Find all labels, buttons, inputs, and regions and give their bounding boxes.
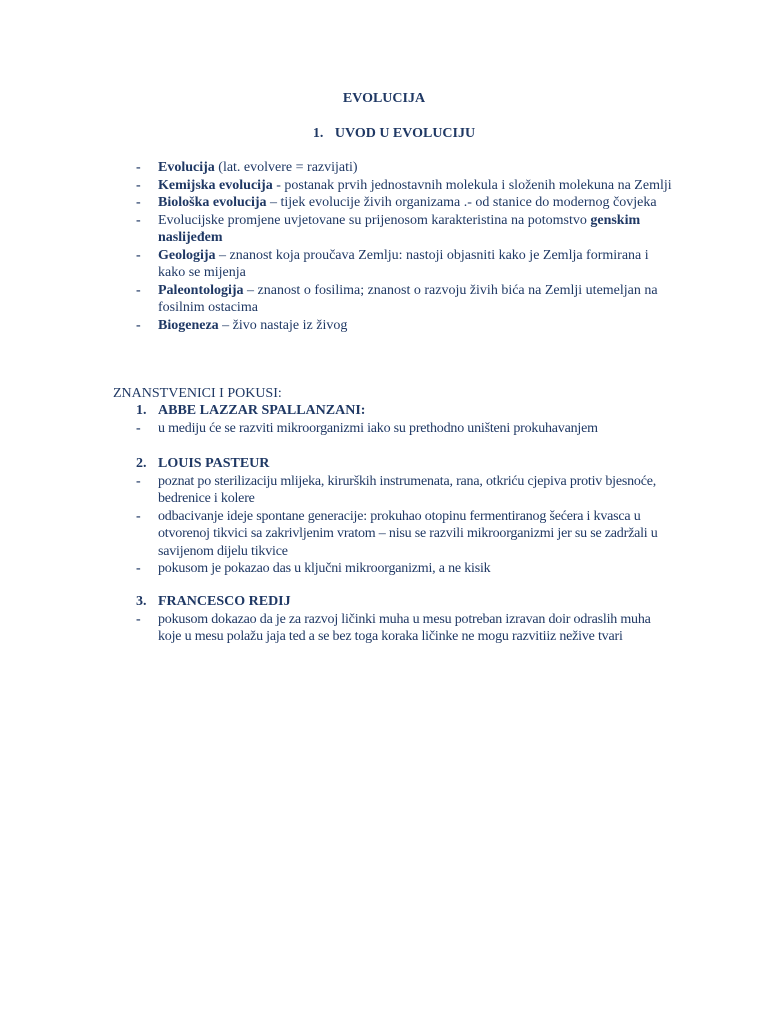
list-item [136, 194, 676, 212]
chapter-heading [10, 125, 768, 143]
point-text: u mediju će se razviti mikroorganizmi iako su prethodno uništeni prokuhavanjem [158, 420, 598, 436]
scientist-heading [136, 455, 676, 473]
term: Biogeneza [158, 317, 219, 333]
list-item [136, 159, 676, 177]
scientist-number: 2. [136, 456, 147, 471]
bullet-dash: - [136, 247, 141, 263]
scientist-heading [136, 402, 676, 420]
scientist-section [136, 593, 676, 646]
definition: – znanost o fosilima; znanost o razvoju živih bića na Zemlji utemeljan na fosilnim ostacima [158, 282, 658, 315]
list-item [136, 247, 676, 282]
term: Kemijska evolucija [158, 177, 273, 193]
bullet-dash: - [136, 177, 141, 193]
list-item [136, 177, 676, 195]
bullet-dash: - [136, 195, 141, 210]
list-item [136, 473, 676, 508]
definition: – živo nastaje iz živog [218, 317, 348, 333]
bullet-dash: - [136, 317, 141, 333]
definition: – tijek evolucije živih organizama .- od stanice do modernog čovjeka [266, 195, 657, 210]
chapter-title: UVOD U EVOLUCIJU [334, 126, 476, 141]
bullet-dash: - [136, 160, 141, 175]
term: Biološka evolucija [158, 195, 267, 210]
point-text: pokusom je pokazao das u ključni mikroorganizmi, a ne kisik [158, 561, 491, 576]
list-item [136, 317, 676, 335]
scientist-heading [136, 593, 676, 611]
scientist-section [136, 402, 676, 437]
scientist-number: 1. [136, 403, 147, 418]
section-heading: ZNANSTVENICI I POKUSI: [113, 386, 282, 401]
point-text: pokusom dokazao da je za razvoj ličinki muha u mesu potreban izravan doir odraslih muha koje u mesu polažu jaja ted a se bez toga koraka ličinke ne mogu razvitiiz nežive tvari [158, 611, 651, 644]
bullet-dash: - [136, 611, 141, 627]
term: Evolucija [158, 160, 215, 175]
scientist-name: ABBE LAZZAR SPALLANZANI: [158, 403, 366, 418]
list-item [136, 282, 676, 317]
scientist-name: LOUIS PASTEUR [158, 456, 270, 471]
bullet-dash: - [136, 561, 141, 576]
list-item [136, 560, 676, 578]
chapter-number: 1. [312, 126, 324, 141]
definition: - postanak prvih jednostavnih molekula i složenih molekuna na Zemlji [272, 177, 672, 193]
point-text: poznat po sterilizaciju mlijeka, kirurških instrumenata, rana, otkriću cjepiva protiv bjesnoće, bedrenice i kolere [158, 473, 657, 506]
term: Geologija [158, 247, 216, 263]
bullet-dash: - [136, 212, 141, 228]
list-item [136, 212, 676, 247]
scientist-number: 3. [136, 594, 147, 609]
list-item [136, 611, 676, 646]
definition: Evolucijske promjene uvjetovane su prijenosom karakteristina na potomstvo [158, 212, 591, 228]
scientist-name: FRANCESCO REDIJ [158, 594, 291, 609]
bullet-dash: - [136, 508, 141, 524]
bullet-dash: - [136, 420, 141, 436]
intro-list [136, 159, 676, 334]
scientist-section [136, 455, 676, 578]
bullet-dash: - [136, 473, 141, 489]
document-title: EVOLUCIJA [342, 91, 426, 106]
term: genskim naslijeđem [158, 212, 641, 245]
list-item [136, 420, 676, 438]
definition: – znanost koja proučava Zemlju: nastoji objasniti kako je Zemlja formirana i kako se mijenja [158, 247, 649, 280]
list-item [136, 508, 676, 561]
bullet-dash: - [136, 282, 141, 298]
definition: (lat. evolvere = razvijati) [214, 160, 358, 175]
term: Paleontologija [158, 282, 244, 298]
point-text: odbacivanje ideje spontane generacije: prokuhao otopinu fermentiranog šećera i kvasca u otvorenoj tikvici sa zakrivljenim vratom – nisu se razvili mikroorganizmi jer su se zadržali u savijenom dijelu tikvice [158, 508, 658, 559]
